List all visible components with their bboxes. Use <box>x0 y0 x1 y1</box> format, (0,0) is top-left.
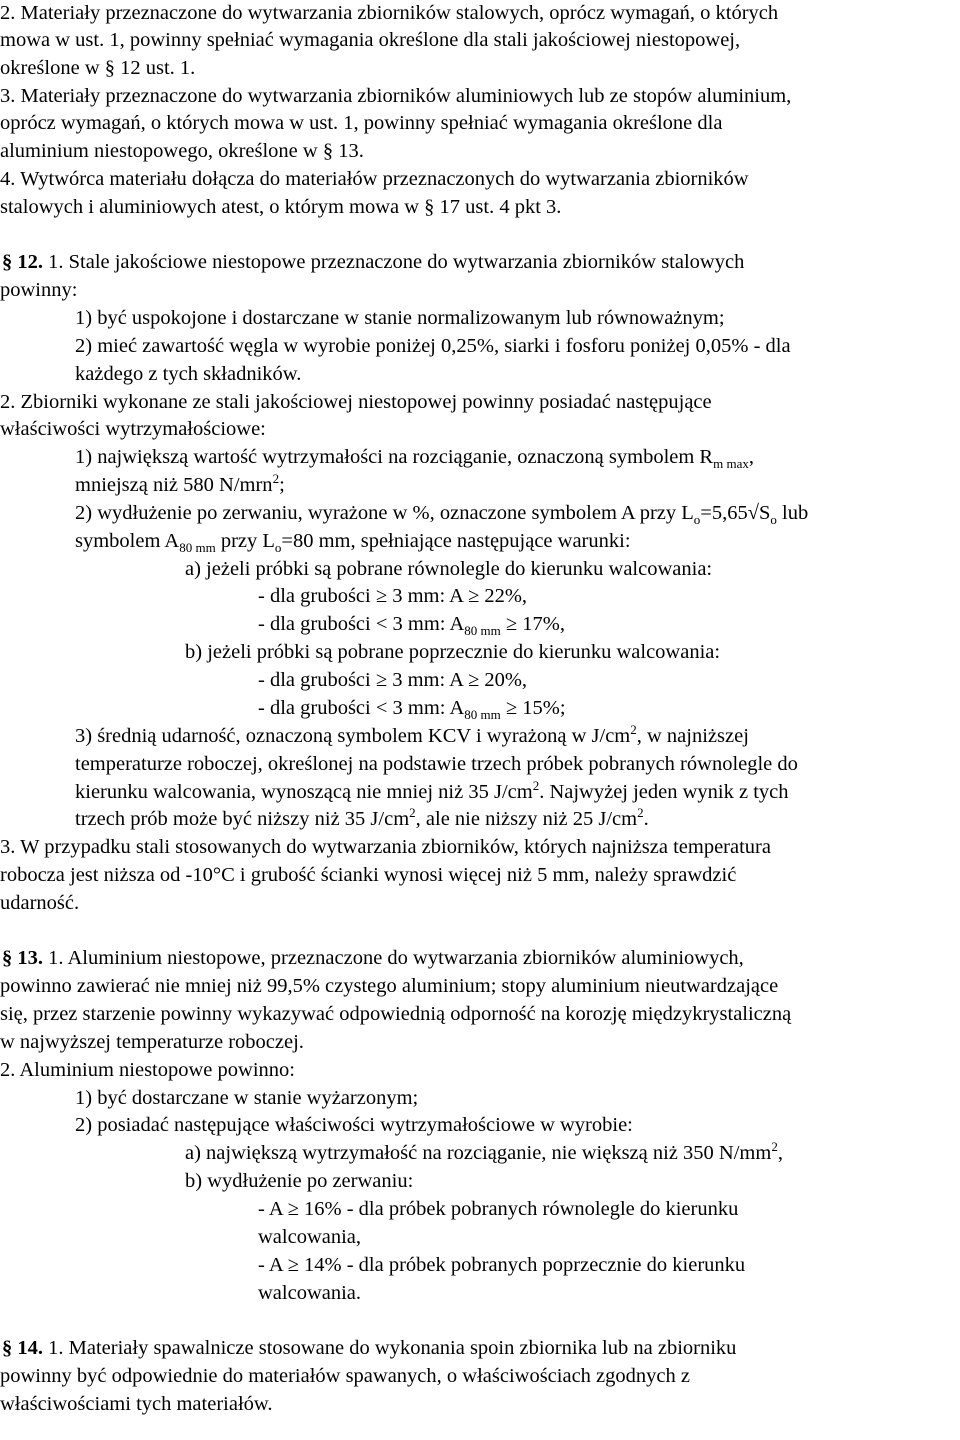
list-item: trzech prób może być niższy niż 35 $J/cm^2$, ale nie niższy niż 25 $J/cm^2$. <box>75 805 649 830</box>
list-item: walcowania. <box>258 1282 362 1304</box>
list-item: a) największą wytrzymałość na rozciąganie, nie większą niż 350 $N/mm^2$, <box>185 1139 783 1164</box>
text-line: stalowych i aluminiowych atest, o którym mowa w § 17 ust. 4 pkt 3. <box>0 196 562 218</box>
list-item: 1) być uspokojone i dostarczane w stanie normalizowanym lub równoważnym; <box>75 307 725 329</box>
list-item: a) jeżeli próbki są pobrane równolegle do kierunku walcowania: <box>185 558 713 580</box>
text-line: mowa w ust. 1, powinny spełniać wymagania określone dla stali jakościowej niestopowej, <box>0 29 741 51</box>
list-item: 2) mieć zawartość węgla w wyrobie poniżej 0,25%, siarki i fosforu poniżej 0,05% - dla <box>75 335 791 357</box>
text-line: w najwyższej temperaturze roboczej. <box>0 1031 304 1053</box>
list-item: 1) być dostarczane w stanie wyżarzonym; <box>75 1087 419 1109</box>
list-item: - A ≥ 14% - dla próbek pobranych poprzecznie do kierunku <box>258 1254 746 1276</box>
text-line: 2. Zbiorniki wykonane ze stali jakościowej niestopowej powinny posiadać następujące <box>0 391 712 413</box>
text-line: robocza jest niższa od -10°C i grubość ścianki wynosi więcej niż 5 mm, należy sprawdzić <box>0 864 737 886</box>
list-item: - A ≥ 16% - dla próbek pobranych równolegle do kierunku <box>258 1198 739 1220</box>
list-item: - dla grubości < 3 mm: $A_{80 mm} \ge 17\%$, <box>258 613 565 639</box>
text-line: 3. W przypadku stali stosowanych do wytwarzania zbiorników, których najniższa temperatura <box>0 836 771 858</box>
list-item: walcowania, <box>258 1226 362 1248</box>
list-item: 2) posiadać następujące właściwości wytrzymałościowe w wyrobie: <box>75 1114 633 1136</box>
list-item: - dla grubości ≥ 3 mm: A ≥ 22%, <box>258 585 528 607</box>
text-line: 3. Materiały przeznaczone do wytwarzania zbiorników aluminiowych lub ze stopów aluminium, <box>0 85 792 107</box>
list-item: 1) największą wartość wytrzymałości na rozciąganie, oznaczoną symbolem $R_{m max}$, <box>75 446 754 472</box>
list-item: każdego z tych składników. <box>75 363 302 385</box>
list-item: - dla grubości ≥ 3 mm: A ≥ 20%, <box>258 669 528 691</box>
list-item: temperaturze roboczej, określonej na podstawie trzech próbek pobranych równolegle do <box>75 753 798 775</box>
text-line: udarność. <box>0 892 80 914</box>
list-item: - dla grubości < 3 mm: $A_{80 mm} \ge 15\%$; <box>258 697 566 723</box>
text-line: powinny być odpowiednie do materiałów spawanych, o właściwościach zgodnych z <box>0 1365 690 1387</box>
section-heading-12: § 12. 1. Stale jakościowe niestopowe przeznaczone do wytwarzania zbiorników stalowych <box>2 251 745 273</box>
list-item: mniejszą niż 580 N/mrn$^2$; <box>75 471 285 496</box>
text-line: określone w § 12 ust. 1. <box>0 57 196 79</box>
list-item: symbolem $A_{80 mm}$ przy $L_o=80$ mm, spełniające następujące warunki: <box>75 530 631 556</box>
text-line: aluminium niestopowego, określone w § 13. <box>0 140 364 162</box>
text-line: właściwości wytrzymałościowe: <box>0 418 266 440</box>
text-line: się, przez starzenie powinny wykazywać odpowiednią odporność na korozję międzykrystaliczną <box>0 1003 792 1025</box>
list-item: b) wydłużenie po zerwaniu: <box>185 1170 414 1192</box>
list-item: b) jeżeli próbki są pobrane poprzecznie do kierunku walcowania: <box>185 641 721 663</box>
text-line: właściwościami tych materiałów. <box>0 1393 273 1415</box>
text-line: 4. Wytwórca materiału dołącza do materiałów przeznaczonych do wytwarzania zbiorników <box>0 168 749 190</box>
list-item: 2) wydłużenie po zerwaniu, wyrażone w %, oznaczone symbolem A przy $L_o=5,65√S_o$ lub <box>75 502 809 528</box>
text-line: powinny: <box>0 279 78 301</box>
section-heading-13: § 13. 1. Aluminium niestopowe, przeznaczone do wytwarzania zbiorników aluminiowych, <box>2 947 744 969</box>
text-line: powinno zawierać nie mniej niż 99,5% czystego aluminium; stopy aluminium nieutwardzające <box>0 975 779 997</box>
list-item: kierunku walcowania, wynoszącą nie mniej niż 35 $J/cm^2$. Najwyżej jeden wynik z tych <box>75 778 789 803</box>
text-line: 2. Materiały przeznaczone do wytwarzania zbiorników stalowych, oprócz wymagań, o których <box>0 2 779 24</box>
list-item: 3) średnią udarność, oznaczoną symbolem KCV i wyrażoną w $J/cm^2$, w najniższej <box>75 722 749 747</box>
text-line: 2. Aluminium niestopowe powinno: <box>0 1059 295 1081</box>
text-line: oprócz wymagań, o których mowa w ust. 1, powinny spełniać wymagania określone dla <box>0 112 723 134</box>
section-heading-14: § 14. 1. Materiały spawalnicze stosowane do wykonania spoin zbiornika lub na zbiorniku <box>2 1337 737 1359</box>
